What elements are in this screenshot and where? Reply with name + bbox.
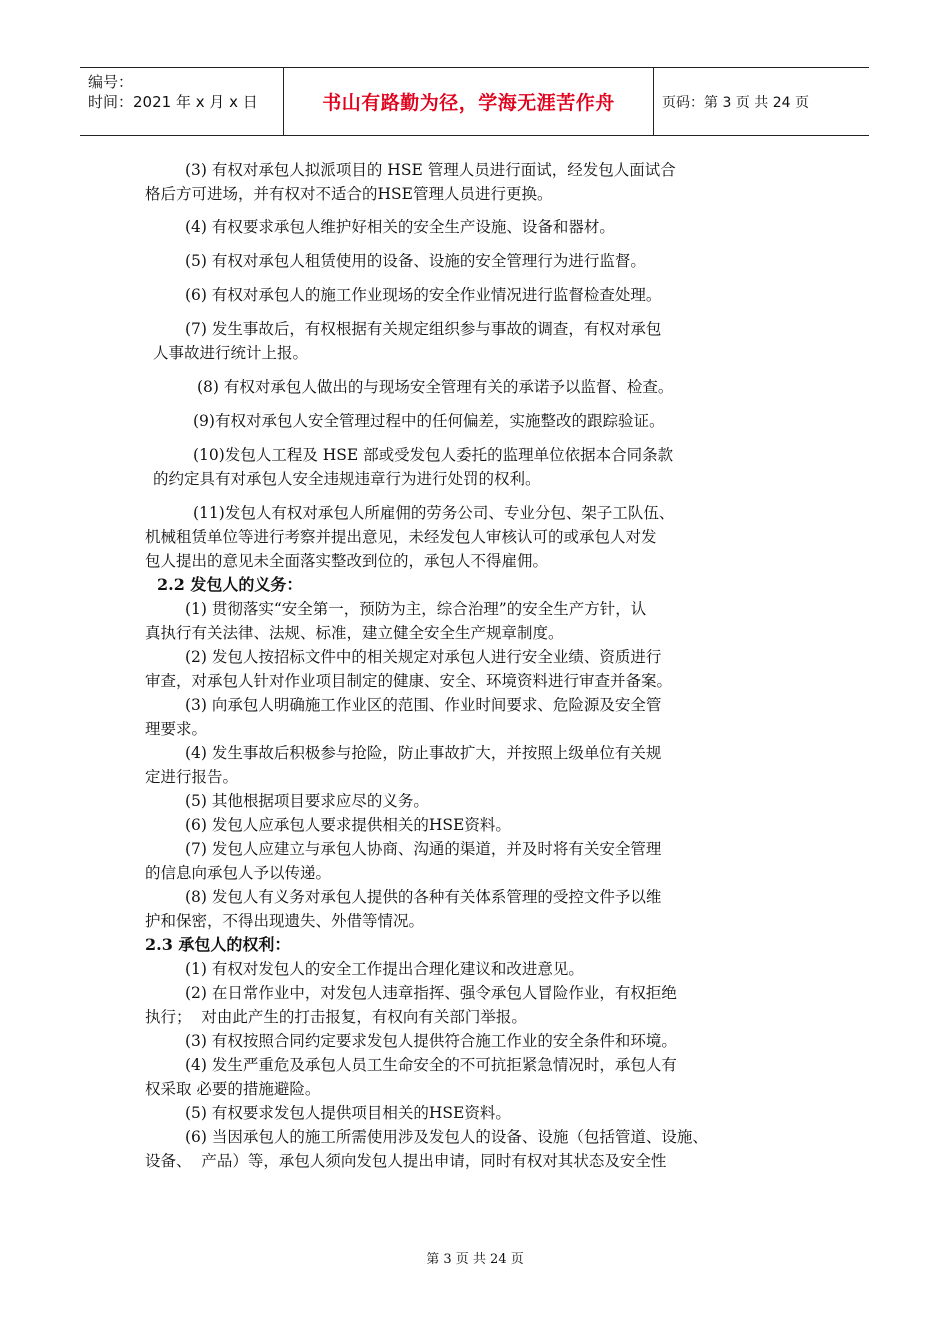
paragraph-line: (9)有权对承包人安全管理过程中的任何偏差，实施整改的跟踪验证。 <box>193 412 665 430</box>
paragraph-line: (3) 向承包人明确施工作业区的范围、作业时间要求、危险源及安全管 <box>185 696 662 714</box>
header-page-cell <box>654 68 869 135</box>
paragraph-line: (2) 发包人按招标文件中的相关规定对承包人进行安全业绩、资质进行 <box>185 648 662 666</box>
paragraph-line: (8) 发包人有义务对承包人提供的各种有关体系管理的受控文件予以维 <box>185 888 662 906</box>
paragraph-line: (6) 当因承包人的施工所需使用涉及发包人的设备、设施（包括管道、设施、 <box>185 1128 708 1146</box>
header-motto-cell <box>284 68 654 135</box>
paragraph-line: 人事故进行统计上报。 <box>153 344 309 362</box>
paragraph-line: 格后方可进场，并有权对不适合的HSE管理人员进行更换。 <box>145 185 553 203</box>
header-page-info: 页码：第 3 页 共 24 页 <box>662 94 809 111</box>
paragraph-line: (4) 有权要求承包人维护好相关的安全生产设施、设备和器材。 <box>185 218 615 236</box>
paragraph-line: (5) 有权对承包人租赁使用的设备、设施的安全管理行为进行监督。 <box>185 252 646 270</box>
paragraph-line: (8) 有权对承包人做出的与现场安全管理有关的承诺予以监督、检查。 <box>197 378 674 396</box>
paragraph-line: (5) 其他根据项目要求应尽的义务。 <box>185 792 429 810</box>
paragraph-line: (7) 发包人应建立与承包人协商、沟通的渠道，并及时将有关安全管理 <box>185 840 662 858</box>
paragraph-line: (4) 发生严重危及承包人员工生命安全的不可抗拒紧急情况时，承包人有 <box>185 1056 677 1074</box>
page-header <box>80 67 869 136</box>
paragraph-line: 审查，对承包人针对作业项目制定的健康、安全、环境资料进行审查并备案。 <box>145 672 673 690</box>
document-body <box>145 158 795 1173</box>
paragraph-line: 权采取 必要的措施避险。 <box>145 1080 321 1098</box>
paragraph-line: 包人提出的意见未全面落实整改到位的，承包人不得雇佣。 <box>145 552 549 570</box>
paragraph-line: (3) 有权对承包人拟派项目的 HSE 管理人员进行面试，经发包人面试合 <box>185 161 676 179</box>
paragraph-line: (11)发包人有权对承包人所雇佣的劳务公司、专业分包、架子工队伍、 <box>193 504 675 522</box>
paragraph-line: 的信息向承包人予以传递。 <box>145 864 332 882</box>
paragraph-line: (7) 发生事故后，有权根据有关规定组织参与事故的调查，有权对承包 <box>185 320 662 338</box>
paragraph-line: (3) 有权按照合同约定要求发包人提供符合施工作业的安全条件和环境。 <box>185 1032 677 1050</box>
paragraph-line: (1) 有权对发包人的安全工作提出合理化建议和改进意见。 <box>185 960 584 978</box>
header-motto: 书山有路勤为径，学海无涯苦作舟 <box>322 92 615 114</box>
paragraph-line: 定进行报告。 <box>145 768 239 786</box>
paragraph-line: (10)发包人工程及 HSE 部或受发包人委托的监理单位依据本合同条款 <box>193 446 674 464</box>
header-meta <box>80 68 284 135</box>
section-heading: 2.3 承包人的权利： <box>145 935 291 954</box>
section-heading: 2.2 发包人的义务： <box>157 575 303 594</box>
paragraph-line: (6) 发包人应承包人要求提供相关的HSE资料。 <box>185 816 511 834</box>
paragraph-line: 理要求。 <box>145 720 208 738</box>
paragraph-line: 护和保密，不得出现遗失、外借等情况。 <box>145 912 425 930</box>
paragraph-line: (4) 发生事故后积极参与抢险，防止事故扩大，并按照上级单位有关规 <box>185 744 662 762</box>
paragraph-line: 设备、 产品）等，承包人须向发包人提出申请，同时有权对其状态及安全性 <box>145 1152 667 1170</box>
paragraph-line: (6) 有权对承包人的施工作业现场的安全作业情况进行监督检查处理。 <box>185 286 662 304</box>
paragraph-line: (5) 有权要求发包人提供项目相关的HSE资料。 <box>185 1104 511 1122</box>
paragraph-line: (2) 在日常作业中，对发包人违章指挥、强令承包人冒险作业，有权拒绝 <box>185 984 677 1002</box>
page-footer: 第 3 页 共 24 页 <box>426 1252 524 1267</box>
paragraph-line: 的约定具有对承包人安全违规违章行为进行处罚的权利。 <box>153 470 541 488</box>
paragraph-line: 真执行有关法律、法规、标准，建立健全安全生产规章制度。 <box>145 624 564 642</box>
paragraph-line: 执行； 对由此产生的打击报复，有权向有关部门举报。 <box>145 1008 527 1026</box>
paragraph-line: (1) 贯彻落实“安全第一，预防为主，综合治理”的安全生产方针，认 <box>185 600 647 618</box>
doc-time-label: 时间：2021 年 x 月 x 日 <box>88 93 258 111</box>
doc-number-label: 编号： <box>88 73 134 91</box>
paragraph-line: 机械租赁单位等进行考察并提出意见，未经发包人审核认可的或承包人对发 <box>145 528 657 546</box>
